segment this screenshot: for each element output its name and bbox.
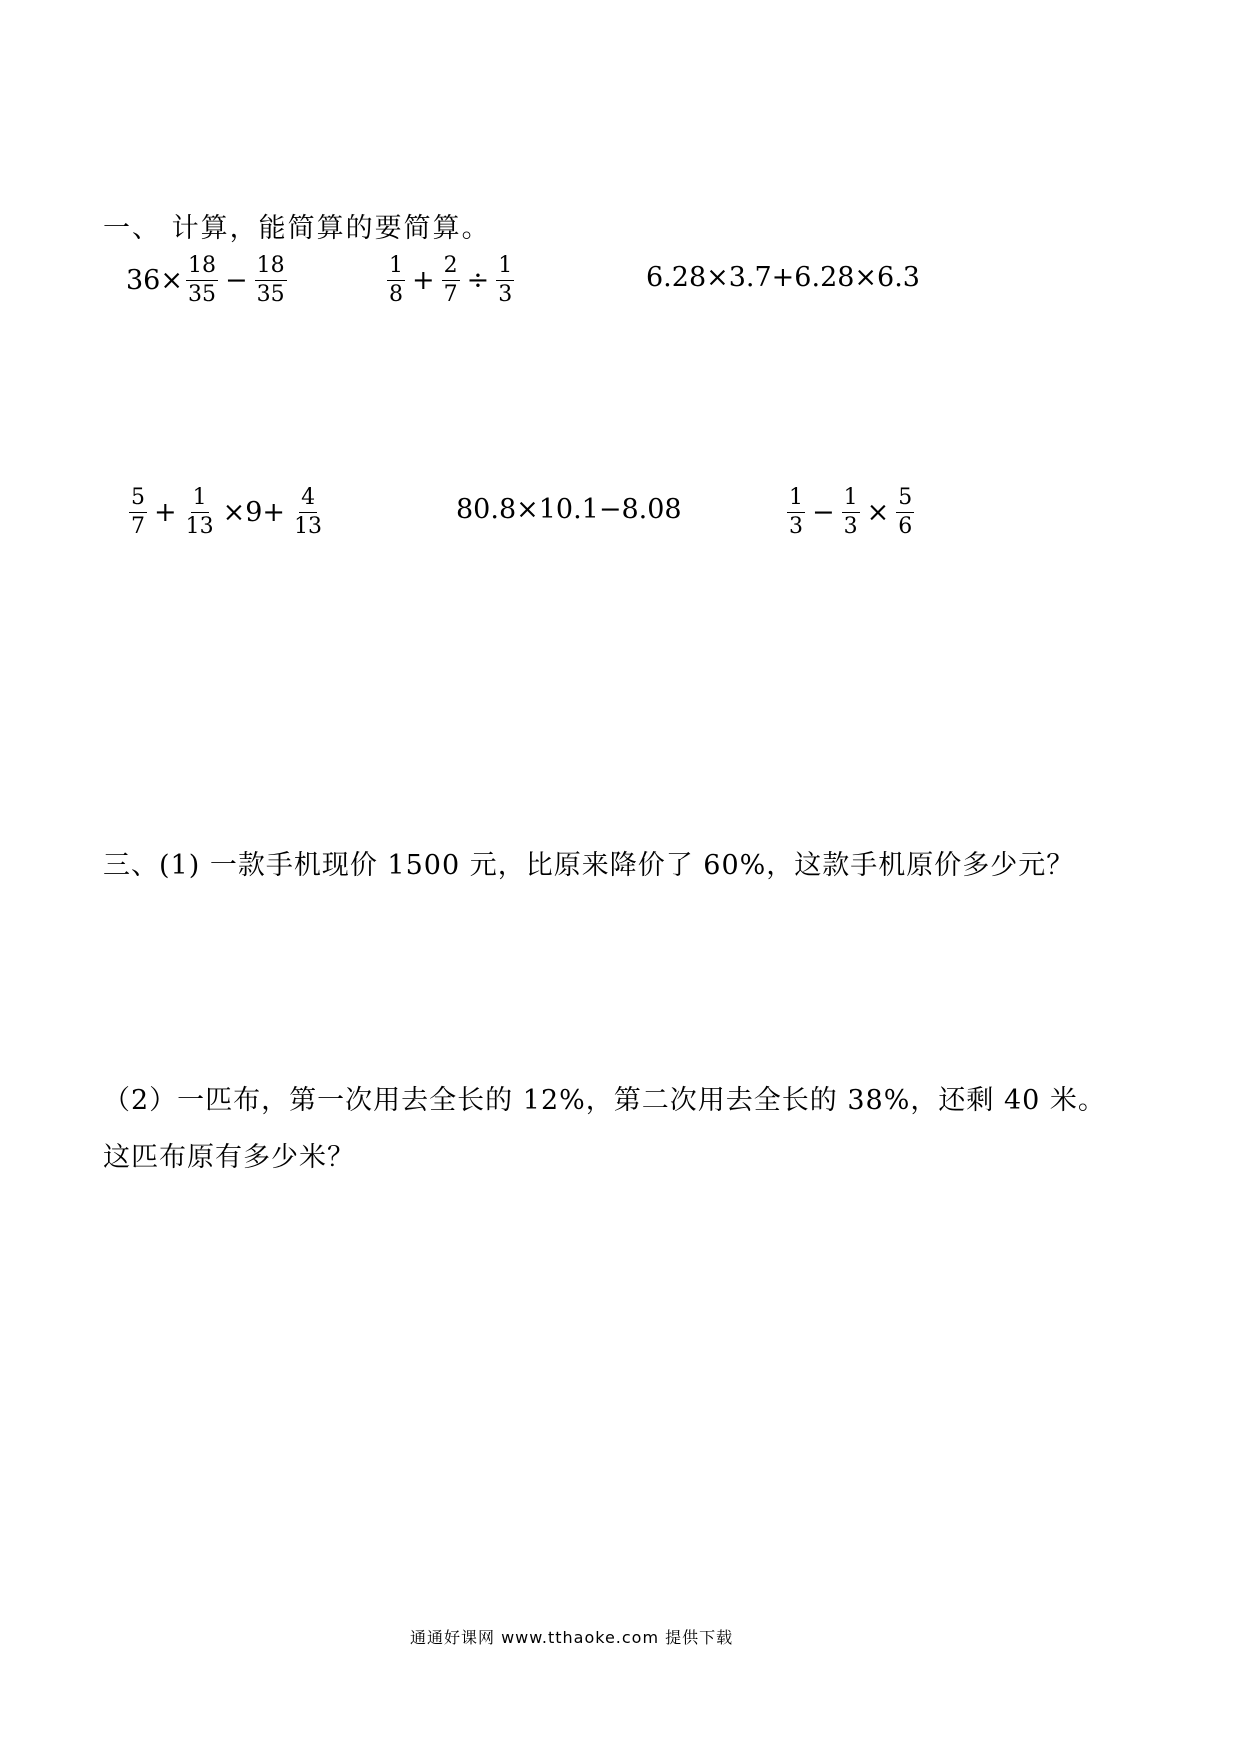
numerator: 2 xyxy=(442,255,460,281)
numerator: 18 xyxy=(255,255,287,281)
fraction xyxy=(186,255,218,306)
footer-download-note: 通通好课网 www.tthaoke.com 提供下载 xyxy=(410,1628,734,1647)
numerator: 1 xyxy=(191,487,209,513)
fraction xyxy=(129,487,147,538)
operator: × xyxy=(866,497,890,528)
denominator: 8 xyxy=(389,282,403,307)
fraction xyxy=(184,487,216,538)
fraction xyxy=(292,487,324,538)
expression-3 xyxy=(646,262,920,293)
section-1-heading: 一、 计算，能简算的要简算。 xyxy=(103,213,491,244)
expr-text: 36× xyxy=(126,265,183,296)
expression-2 xyxy=(384,255,517,306)
fraction xyxy=(387,255,405,306)
expression-4 xyxy=(126,487,327,538)
operator: + xyxy=(412,265,435,296)
word-problem-2-line-2: 这匹布原有多少米？ xyxy=(103,1142,355,1173)
operator: − xyxy=(812,497,835,528)
expression-5 xyxy=(456,494,682,525)
fraction xyxy=(442,255,460,306)
numerator: 1 xyxy=(787,487,805,513)
expr-text: 6.28×3.7+6.28×6.3 xyxy=(646,262,920,293)
fraction xyxy=(255,255,287,306)
word-problem-2-line-1: （2）一匹布，第一次用去全长的 12%，第二次用去全长的 38%，还剩 40 米。 xyxy=(103,1085,1106,1116)
fraction xyxy=(496,255,514,306)
denominator: 7 xyxy=(443,282,458,307)
operator: − xyxy=(224,265,248,296)
denominator: 3 xyxy=(498,282,513,307)
expression-6 xyxy=(784,487,917,538)
denominator: 13 xyxy=(185,514,214,539)
denominator: 3 xyxy=(789,514,803,539)
fraction xyxy=(787,487,805,538)
numerator: 5 xyxy=(896,487,914,513)
numerator: 4 xyxy=(299,487,317,513)
fraction xyxy=(896,487,914,538)
operator: ×9+ xyxy=(222,497,286,528)
numerator: 1 xyxy=(387,255,405,281)
numerator: 1 xyxy=(496,255,514,281)
expression-1 xyxy=(126,255,290,306)
denominator: 6 xyxy=(898,514,913,539)
numerator: 18 xyxy=(186,255,218,281)
denominator: 35 xyxy=(256,282,285,307)
denominator: 13 xyxy=(294,514,323,539)
fraction xyxy=(842,487,860,538)
numerator: 1 xyxy=(842,487,860,513)
denominator: 3 xyxy=(843,514,858,539)
word-problem-1: 三、(1) 一款手机现价 1500 元，比原来降价了 60%，这款手机原价多少元？ xyxy=(103,850,1075,881)
operator: + xyxy=(154,497,177,528)
denominator: 7 xyxy=(131,514,145,539)
denominator: 35 xyxy=(187,282,216,307)
operator: ÷ xyxy=(466,265,490,296)
numerator: 5 xyxy=(129,487,147,513)
expr-text: 80.8×10.1−8.08 xyxy=(456,494,682,525)
